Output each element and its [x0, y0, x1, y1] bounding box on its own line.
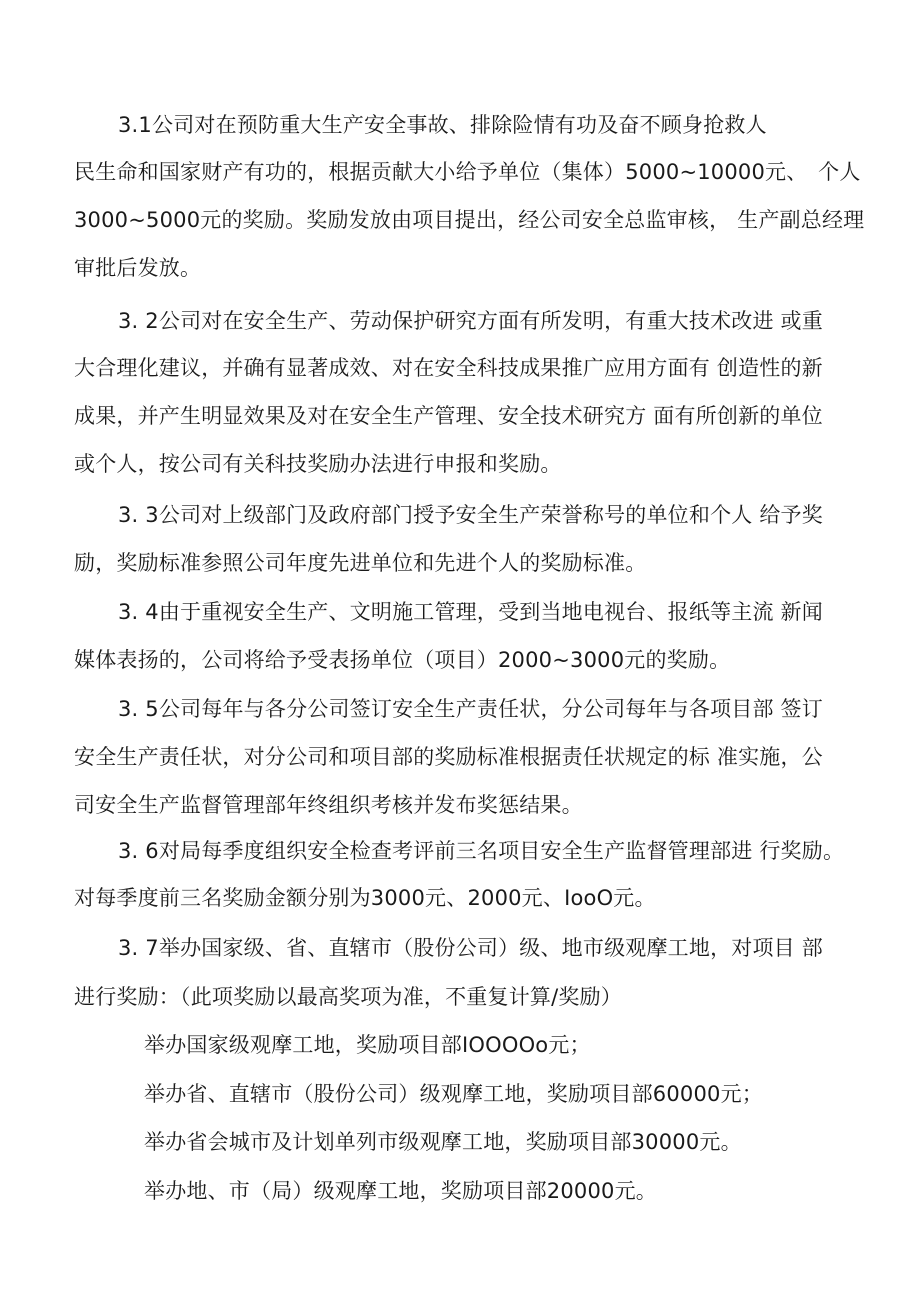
paragraph-3-6-line-2: 对每季度前三名奖励金额分别为3000元、2000元、IooO元。	[74, 886, 656, 910]
paragraph-3-2-line-2: 大合理化建议，并确有显著成效、对在安全科技成果推广应用方面有 创造性的新	[74, 356, 823, 380]
paragraph-3-3-line-2: 励，奖励标准参照公司年度先进单位和先进个人的奖励标准。	[74, 551, 647, 575]
paragraph-3-7-line-2: 进行奖励：（此项奖励以最高奖项为准，不重复计算/奖励）	[74, 985, 622, 1009]
paragraph-3-4-line-2: 媒体表扬的，公司将给予受表扬单位（项目）2000~3000元的奖励。	[74, 648, 731, 672]
paragraph-3-1-line-4: 审批后发放。	[74, 256, 202, 280]
paragraph-3-3-line-1: 3. 3公司对上级部门及政府部门授予安全生产荣誉称号的单位和个人 给予奖	[118, 503, 823, 527]
paragraph-3-5-line-2: 安全生产责任状，对分公司和项目部的奖励标准根据责任状规定的标 准实施，公	[74, 745, 823, 769]
paragraph-3-1-line-3: 3000~5000元的奖励。奖励发放由项目提出，经公司安全总监审核， 生产副总经理	[74, 208, 865, 232]
paragraph-3-5-line-3: 司安全生产监督管理部年终组织考核并发布奖惩结果。	[74, 793, 583, 817]
paragraph-3-2-line-3: 成果，并产生明显效果及对在安全生产管理、安全技术研究方 面有所创新的单位	[74, 404, 823, 428]
paragraph-3-1-line-1: 3.1公司对在预防重大生产安全事故、排除险情有功及奋不顾身抢救人	[118, 113, 767, 137]
award-item-capital-city: 举办省会城市及计划单列市级观摩工地，奖励项目部30000元。	[144, 1130, 742, 1154]
award-item-municipal: 举办地、市（局）级观摩工地，奖励项目部20000元。	[144, 1179, 658, 1203]
paragraph-3-5-line-1: 3. 5公司每年与各分公司签订安全生产责任状，分公司每年与各项目部 签订	[118, 697, 823, 721]
award-item-national: 举办国家级观摩工地，奖励项目部IOOOOo元；	[144, 1033, 591, 1057]
paragraph-3-7-line-1: 3. 7举办国家级、省、直辖市（股份公司）级、地市级观摩工地，对项目 部	[118, 936, 823, 960]
paragraph-3-1-line-2: 民生命和国家财产有功的，根据贡献大小给予单位（集体）5000~10000元、 个人	[74, 160, 861, 184]
paragraph-3-2-line-4: 或个人，按公司有关科技奖励办法进行申报和奖励。	[74, 452, 562, 476]
paragraph-3-6-line-1: 3. 6对局每季度组织安全检查考评前三名项目安全生产监督管理部进 行奖励。	[118, 839, 845, 863]
paragraph-3-2-line-1: 3. 2公司对在安全生产、劳动保护研究方面有所发明，有重大技术改进 或重	[118, 309, 823, 333]
paragraph-3-4-line-1: 3. 4由于重视安全生产、文明施工管理，受到当地电视台、报纸等主流 新闻	[118, 600, 823, 624]
award-item-provincial: 举办省、直辖市（股份公司）级观摩工地，奖励项目部60000元；	[144, 1082, 764, 1106]
